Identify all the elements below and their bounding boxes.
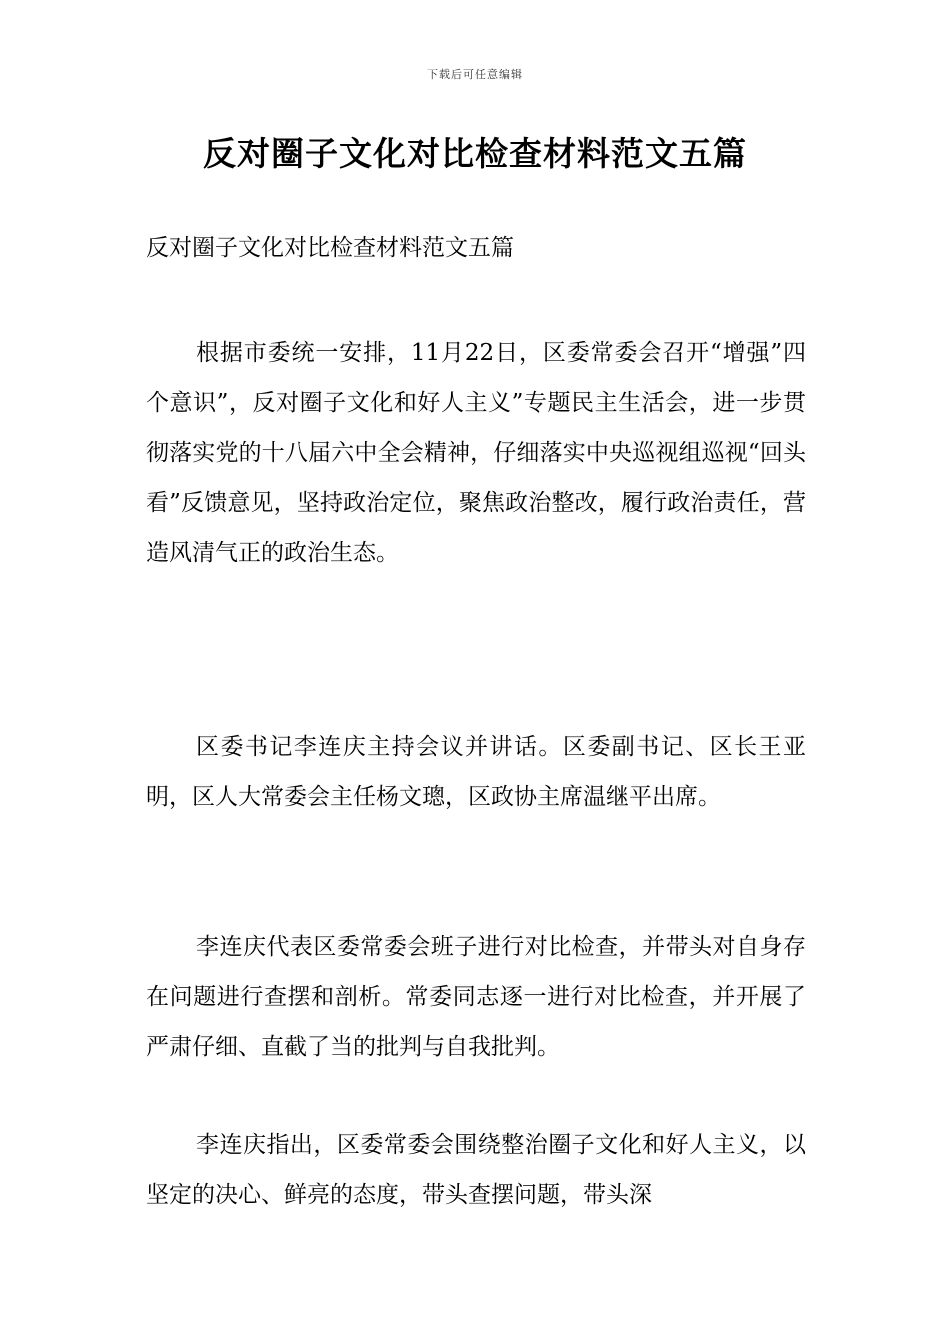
paragraph-3: 李连庆代表区委常委会班子进行对比检查，并带头对自身存在问题进行查摆和剖析。常委同志逐一进行对比检查，并开展了严肃仔细、直截了当的批判与自我批判。: [146, 934, 806, 1060]
header-note: 下载后可任意编辑: [427, 68, 523, 81]
paragraph-2: 区委书记李连庆主持会议并讲话。区委副书记、区长王亚明，区人大常委会主任杨文璁，区政协主席温继平出席。: [146, 734, 806, 810]
document-subtitle: 反对圈子文化对比检查材料范文五篇: [146, 235, 514, 261]
paragraph-1: 根据市委统一安排，11月22日，区委常委会召开“增强”四个意识”，反对圈子文化和好人主义”专题民主生活会，进一步贯彻落实党的十八届六中全会精神，仔细落实中央巡视组巡视“回头看”反馈意见，坚持政治定位，聚焦政治整改，履行政治责任，营造风清气正的政治生态。: [146, 340, 806, 566]
document-title: 反对圈子文化对比检查材料范文五篇: [203, 134, 747, 173]
paragraph-4: 李连庆指出，区委常委会围绕整治圈子文化和好人主义，以坚定的决心、鲜亮的态度，带头查摆问题，带头深: [146, 1132, 806, 1208]
